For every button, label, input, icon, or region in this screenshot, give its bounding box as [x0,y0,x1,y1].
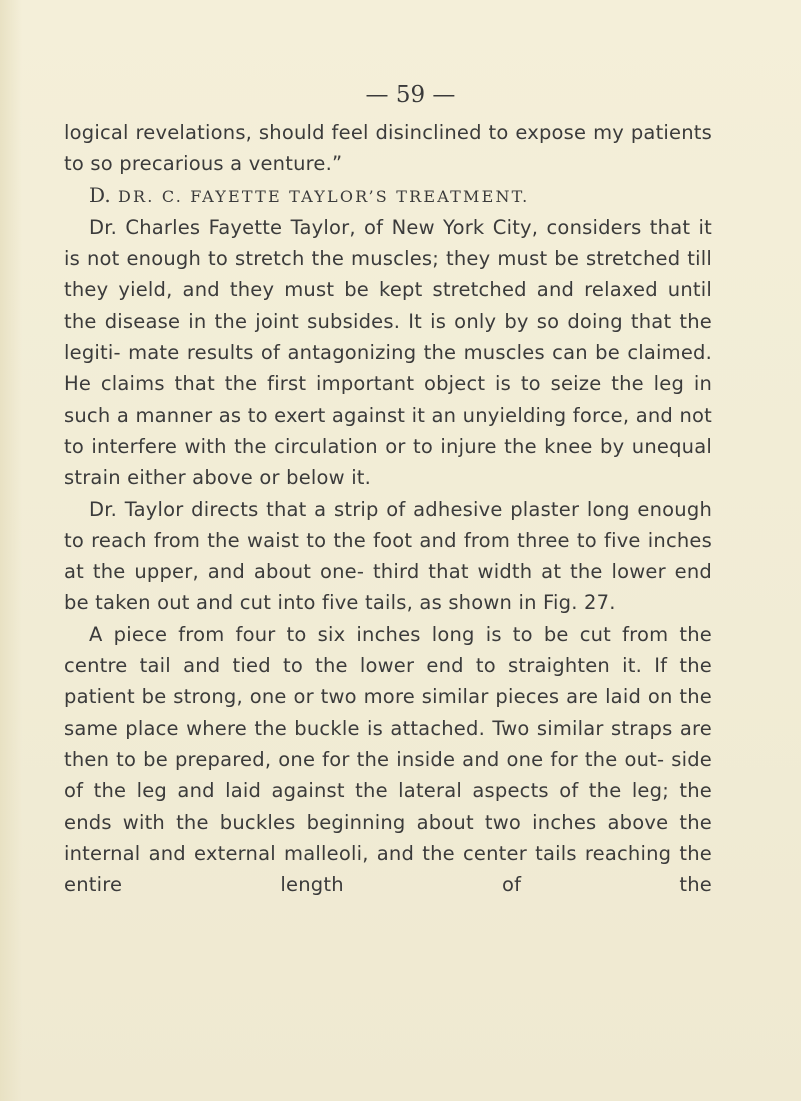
paragraph-continued: logical revelations, should feel disinclined to expose my patients to so precarious a venture.” [64,121,712,176]
section-heading [64,180,712,212]
section-letter: D. [89,182,111,207]
body-text [64,117,712,900]
paragraph: Dr. Charles Fayette Taylor, of New York City, considers that it is not enough to stretch the muscles; they must be stretched till they yield, and they must be kept stretched and relaxed until the disease in the joint subsides. It is only by so doing that the legiti- mate results of antagonizing the muscles can be claimed. He claims that the first important object is to seize the leg in such a manner as to exert against it an unyielding force, and not to interfere with the circulation or to injure the knee by unequal strain either above or below it. [64,215,712,490]
page-number: — 59 — [365,82,456,108]
section-heading-text: DR. C. FAYETTE TAYLOR’S TREATMENT. [117,186,530,206]
page-edge-shadow [0,0,22,1101]
paragraph: A piece from four to six inches long is to be cut from the centre tail and tied to the lower end to straighten it. If the patient be strong, one or two more similar pieces are laid on the same place where the buckle is attached. Two similar straps are then to be prepared, one for the inside and one for the out- side of the leg and laid against the lateral aspects of the leg; the ends with the buckles beginning about two inches above the internal and external malleoli, and the center tails reaching the entire length of the [64,622,712,897]
paragraph: Dr. Taylor directs that a strip of adhesive plaster long enough to reach from the waist to the foot and from three to five inches at the upper, and about one- third that width at the lower end be taken out and cut into five tails, as shown in Fig. 27. [64,497,712,615]
